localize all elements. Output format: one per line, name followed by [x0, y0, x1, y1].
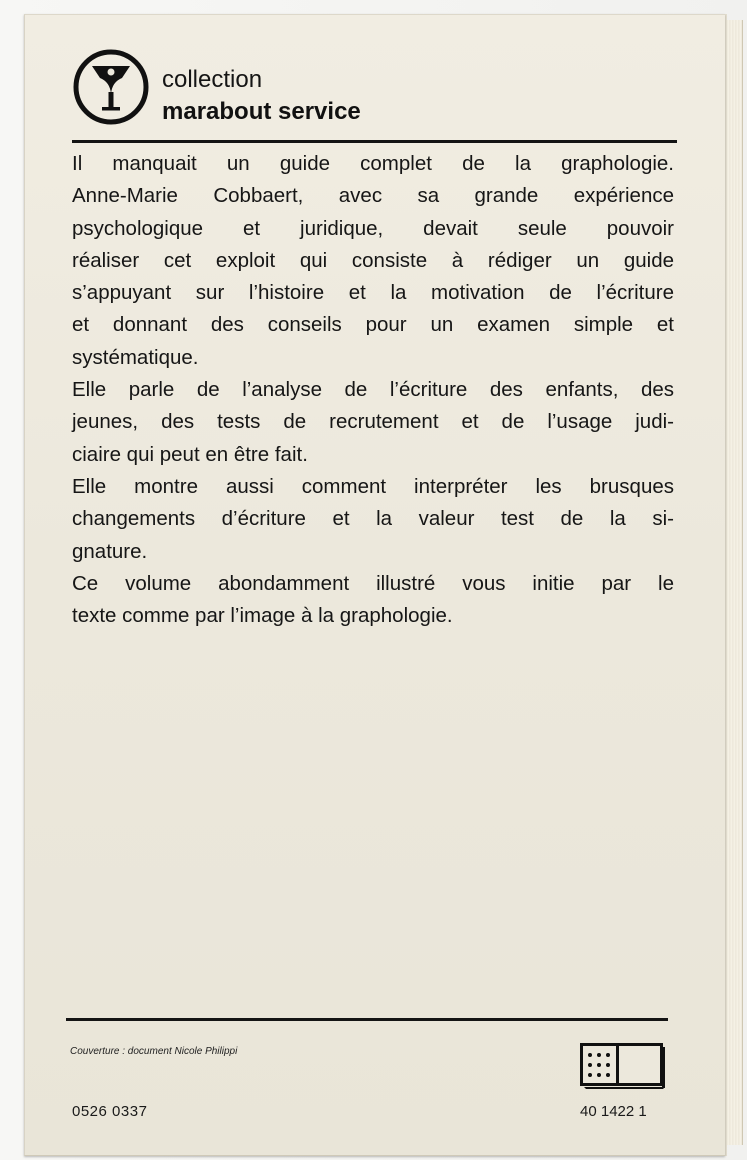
back-cover-blurb [72, 148, 674, 632]
blurb-line: Il manquait un guide complet de la graphologie. [72, 152, 674, 175]
bottom-divider [66, 1018, 668, 1021]
product-code: 40 1422 1 [580, 1103, 647, 1120]
blurb-line: psychologique et juridique, devait seule pouvoir [72, 216, 674, 240]
blurb-line: Anne-Marie Cobbaert, avec sa grande expérience [72, 184, 674, 208]
blurb-line: Ce volume abondamment illustré vous initie par le [72, 571, 674, 595]
blurb-line: s’appuyant sur l’histoire et la motivation de l’écriture [72, 281, 674, 305]
blurb-line: et donnant des conseils pour un examen simple et [72, 313, 674, 337]
top-divider [72, 140, 677, 143]
cover-credit: Couverture : document Nicole Philippi [70, 1046, 238, 1057]
blurb-line: Elle parle de l’analyse de l’écriture des enfants, des [72, 378, 674, 402]
publisher-dice-icon [580, 1043, 666, 1091]
blurb-line: systématique. [72, 345, 199, 369]
blurb-line: gnature. [72, 539, 148, 563]
collection-label: collection [162, 66, 263, 93]
marabout-logo-icon [72, 48, 150, 126]
blurb-line: ciaire qui peut en être fait. [72, 442, 308, 466]
blurb-line: changements d’écriture et la valeur test de la si- [72, 507, 674, 531]
blurb-line: jeunes, des tests de recrutement et de l’usage judi- [72, 410, 674, 434]
catalog-number: 0526 0337 [72, 1103, 148, 1120]
blurb-line: réaliser cet exploit qui consiste à rédiger un guide [72, 248, 674, 272]
blurb-line: Elle montre aussi comment interpréter les brusques [72, 474, 674, 498]
blurb-line: texte comme par l’image à la graphologie. [72, 604, 453, 628]
series-name: marabout service [162, 98, 361, 125]
